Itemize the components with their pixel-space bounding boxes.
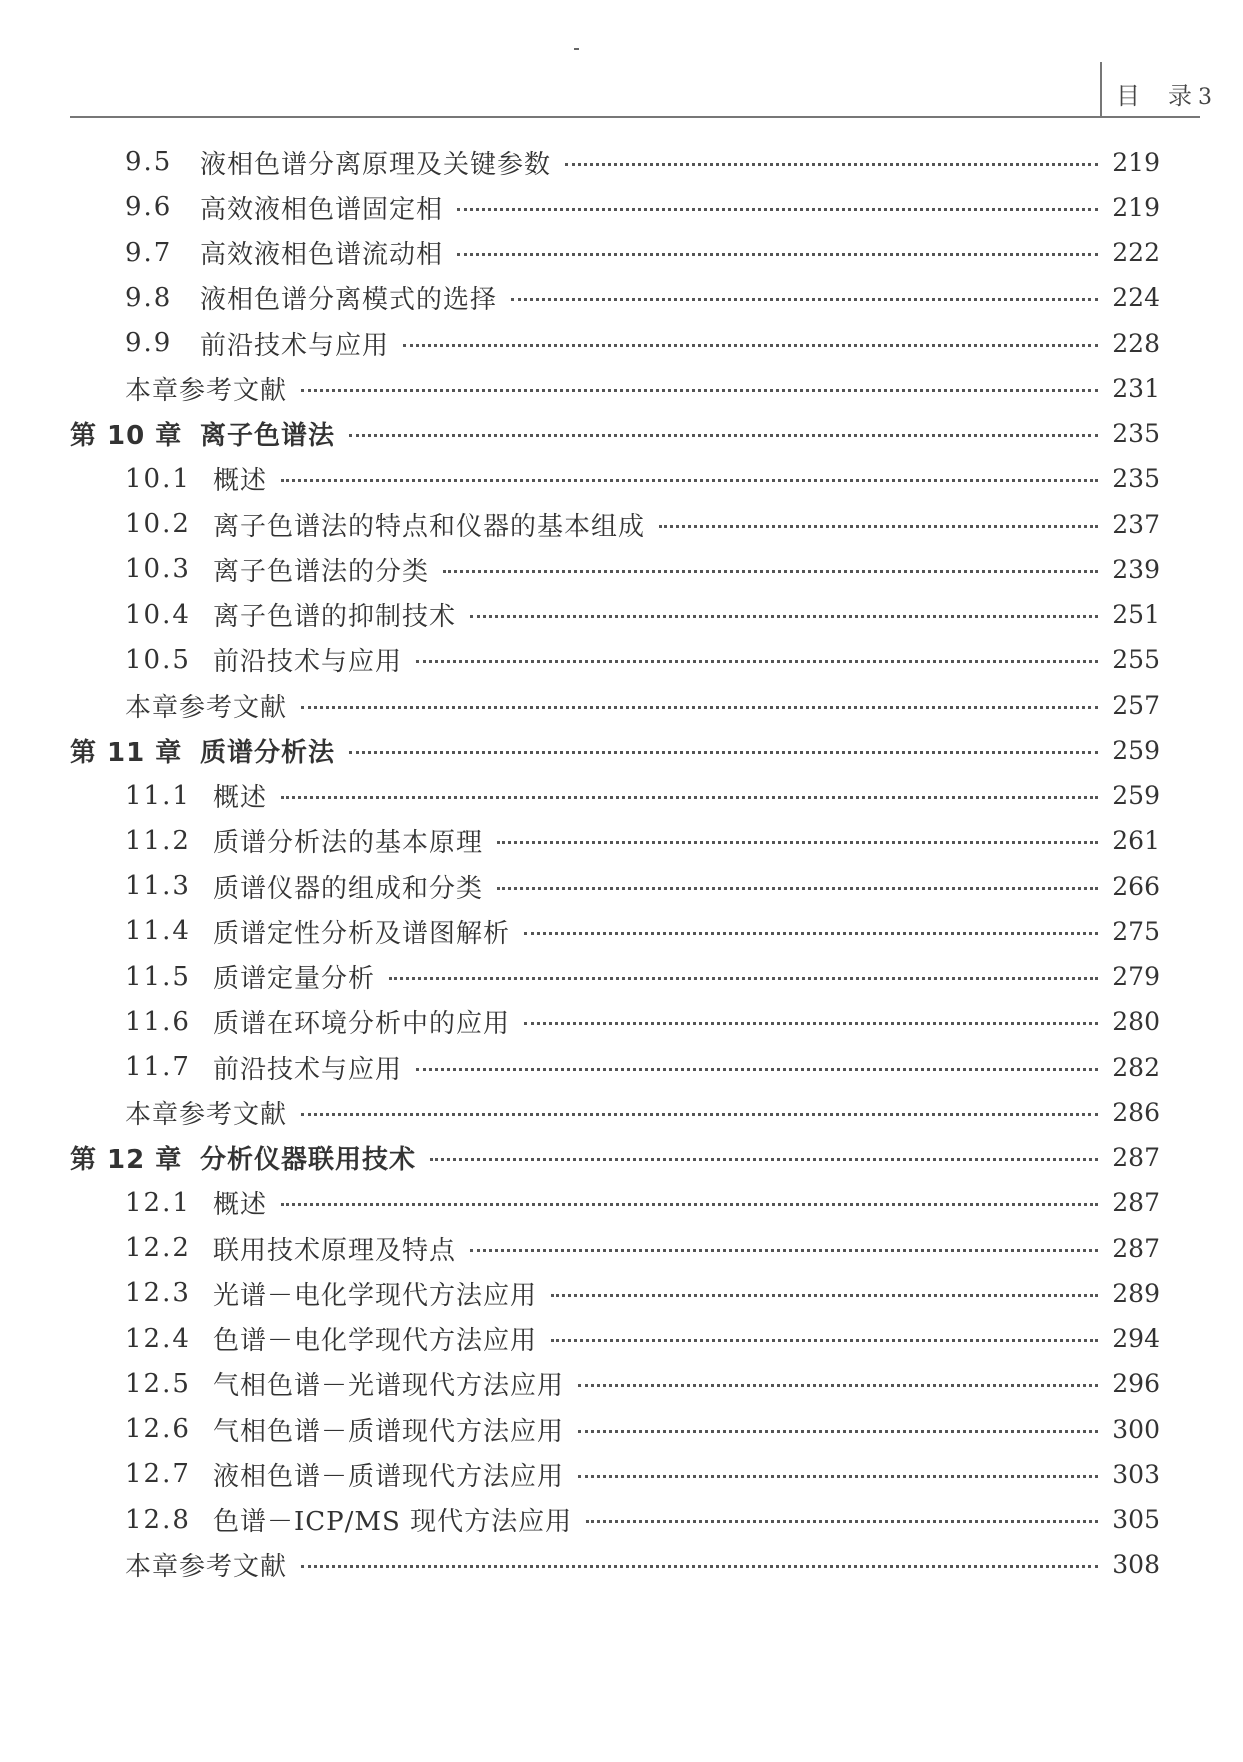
toc-entry-title: 高效液相色谱固定相 xyxy=(200,194,444,225)
toc-page-number: 219 xyxy=(1112,147,1160,177)
toc-section-row[interactable] xyxy=(125,1000,1160,1044)
toc-section-row[interactable] xyxy=(125,231,1160,275)
dot-leader xyxy=(586,1520,1098,1523)
dot-leader xyxy=(281,479,1098,482)
dot-leader xyxy=(524,932,1098,935)
toc-references-row[interactable] xyxy=(125,1543,1160,1587)
toc-section-row[interactable] xyxy=(125,1362,1160,1406)
toc-entry-number: 12.2 xyxy=(125,1233,191,1263)
toc-section-row[interactable] xyxy=(125,321,1160,365)
toc-entry-title: 气相色谱－光谱现代方法应用 xyxy=(213,1371,565,1402)
dot-leader xyxy=(457,253,1098,256)
dot-leader xyxy=(470,1249,1098,1252)
dot-leader xyxy=(301,1113,1098,1116)
toc-entry-title: 离子色谱的抑制技术 xyxy=(213,602,457,632)
dot-leader xyxy=(470,615,1098,618)
toc-section-row[interactable] xyxy=(125,638,1160,682)
toc-page-number: 300 xyxy=(1112,1414,1160,1444)
toc-entry-title: 前沿技术与应用 xyxy=(200,330,390,361)
toc-page-number: 308 xyxy=(1112,1550,1160,1580)
toc-page-number: 219 xyxy=(1112,192,1160,222)
toc-entry-title: 分析仪器联用技术 xyxy=(200,1145,417,1175)
toc-references-row[interactable] xyxy=(125,683,1160,727)
toc-page-number: 235 xyxy=(1112,419,1160,448)
header-page-number: 3 xyxy=(1198,85,1212,110)
toc-entry-title: 高效液相色谱流动相 xyxy=(200,240,444,270)
dot-leader xyxy=(551,1294,1098,1297)
toc-page-number: 231 xyxy=(1112,373,1160,403)
dot-leader xyxy=(281,1203,1098,1206)
toc-entry-title: 质谱在环境分析中的应用 xyxy=(213,1009,511,1040)
toc-section-row[interactable] xyxy=(125,547,1160,591)
toc-entry-title: 前沿技术与应用 xyxy=(213,1054,403,1085)
toc-section-row[interactable] xyxy=(125,593,1160,637)
toc-page-number: 287 xyxy=(1112,1188,1160,1218)
toc-entry-number: 12.3 xyxy=(125,1278,191,1309)
toc-page-number: 303 xyxy=(1112,1459,1160,1489)
dot-leader xyxy=(551,1339,1098,1342)
dot-leader xyxy=(578,1475,1098,1478)
toc-section-row[interactable] xyxy=(125,819,1160,863)
toc-section-row[interactable] xyxy=(125,1045,1160,1089)
toc-entry-number: 9.5 xyxy=(125,147,173,177)
toc-page-number: 257 xyxy=(1112,690,1160,720)
toc-page-number: 287 xyxy=(1112,1233,1160,1263)
toc-entry-number: 12.1 xyxy=(125,1187,191,1218)
toc-entry-number: 10.2 xyxy=(125,509,191,539)
dot-leader xyxy=(565,163,1098,166)
toc-entry-title: 质谱分析法的基本原理 xyxy=(213,828,484,859)
toc-section-row[interactable] xyxy=(125,457,1160,501)
toc-entry-number: 第 10 章 xyxy=(70,421,183,451)
toc-entry-title: 色谱－电化学现代方法应用 xyxy=(213,1326,538,1356)
dot-leader xyxy=(497,841,1098,844)
toc-page-number: 280 xyxy=(1112,1007,1160,1037)
dot-leader xyxy=(416,660,1098,663)
toc-page-number: 296 xyxy=(1112,1369,1160,1399)
scan-mark xyxy=(574,48,579,50)
toc-chapter-row[interactable] xyxy=(70,1136,1160,1180)
toc-page-number: 222 xyxy=(1112,238,1160,267)
toc-entry-number: 11.2 xyxy=(125,825,191,856)
dot-leader xyxy=(301,389,1098,392)
toc-references-row[interactable] xyxy=(125,366,1160,410)
toc-entry-number: 11.3 xyxy=(125,871,191,901)
toc-entry-title: 本章参考文献 xyxy=(125,1099,288,1130)
header-label-part2: 录 xyxy=(1168,82,1192,110)
toc-page-number: 259 xyxy=(1112,781,1160,810)
toc-chapter-row[interactable] xyxy=(70,728,1160,772)
toc-entry-title: 质谱定性分析及谱图解析 xyxy=(213,918,511,949)
dot-leader xyxy=(281,796,1098,799)
header-rule xyxy=(70,116,1200,118)
dot-leader xyxy=(301,1565,1098,1568)
toc-entry-title: 色谱－ICP/MS 现代方法应用 xyxy=(213,1507,573,1537)
toc-entry-title: 离子色谱法的分类 xyxy=(213,556,430,587)
toc-entry-title: 气相色谱－质谱现代方法应用 xyxy=(213,1416,565,1447)
dot-leader xyxy=(416,1068,1098,1071)
toc-entry-title: 前沿技术与应用 xyxy=(213,647,403,678)
toc-entry-number: 10.5 xyxy=(125,644,191,675)
toc-page-number: 259 xyxy=(1112,735,1160,765)
toc-entry-title: 离子色谱法的特点和仪器的基本组成 xyxy=(213,511,646,542)
toc-references-row[interactable] xyxy=(125,1090,1160,1134)
toc-page-number: 228 xyxy=(1112,328,1160,358)
dot-leader xyxy=(659,525,1098,528)
toc-entry-number: 10.3 xyxy=(125,554,191,585)
toc-entry-number: 11.5 xyxy=(125,961,191,992)
header-divider xyxy=(1100,62,1102,117)
toc-page-number: 305 xyxy=(1112,1505,1160,1534)
toc-entry-number: 9.9 xyxy=(125,328,173,358)
toc-entry-title: 本章参考文献 xyxy=(125,375,288,406)
toc-entry-number: 9.8 xyxy=(125,282,173,313)
toc-page-number: 261 xyxy=(1112,826,1160,856)
toc-page-number: 237 xyxy=(1112,509,1160,539)
toc-entry-title: 概述 xyxy=(213,466,268,497)
toc-section-row[interactable] xyxy=(125,1226,1160,1270)
toc-section-row[interactable] xyxy=(125,909,1160,953)
toc-section-row[interactable] xyxy=(125,276,1160,320)
toc-entry-number: 12.5 xyxy=(125,1368,191,1399)
dot-leader xyxy=(389,977,1098,980)
toc-page-number: 279 xyxy=(1112,962,1160,991)
toc-page-number: 294 xyxy=(1112,1324,1160,1353)
toc-section-row[interactable] xyxy=(125,1271,1160,1315)
toc-page-number: 235 xyxy=(1112,464,1160,494)
toc-page-number: 224 xyxy=(1112,283,1160,313)
toc-entry-number: 12.6 xyxy=(125,1414,191,1444)
toc-entry-title: 质谱仪器的组成和分类 xyxy=(213,873,484,904)
toc-entry-title: 质谱分析法 xyxy=(200,737,336,768)
toc-section-row[interactable] xyxy=(125,774,1160,818)
toc-entry-number: 第 12 章 xyxy=(70,1145,183,1175)
dot-leader xyxy=(403,344,1098,347)
toc-page-number: 251 xyxy=(1112,600,1160,629)
toc-entry-title: 液相色谱分离模式的选择 xyxy=(200,285,498,316)
toc-entry-number: 9.7 xyxy=(125,237,173,268)
toc-chapter-row[interactable] xyxy=(70,412,1160,456)
toc-page-number: 286 xyxy=(1112,1097,1160,1127)
dot-leader xyxy=(578,1384,1098,1387)
dot-leader xyxy=(457,208,1098,211)
toc-entry-title: 联用技术原理及特点 xyxy=(213,1235,457,1266)
toc-entry-number: 10.4 xyxy=(125,599,191,630)
toc-page-number: 289 xyxy=(1112,1278,1160,1308)
toc-section-row[interactable] xyxy=(125,1452,1160,1496)
running-header xyxy=(1116,76,1212,111)
toc-entry-number: 10.1 xyxy=(125,463,191,494)
dot-leader xyxy=(511,298,1098,301)
toc-entry-title: 质谱定量分析 xyxy=(213,964,376,994)
header-label-part1: 目 xyxy=(1116,82,1140,110)
toc-page-number: 255 xyxy=(1112,645,1160,675)
toc-entry-title: 概述 xyxy=(213,783,268,813)
toc-section-row[interactable] xyxy=(125,1407,1160,1451)
toc-entry-number: 11.1 xyxy=(125,780,191,811)
dot-leader xyxy=(301,706,1098,709)
toc-section-row[interactable] xyxy=(125,502,1160,546)
toc-page-number: 266 xyxy=(1112,871,1160,901)
dot-leader xyxy=(443,570,1098,573)
toc-section-row[interactable] xyxy=(125,185,1160,229)
toc-section-row[interactable] xyxy=(125,864,1160,908)
toc-entry-title: 液相色谱分离原理及关键参数 xyxy=(200,149,552,180)
dot-leader xyxy=(524,1022,1098,1025)
toc-page-number: 275 xyxy=(1112,916,1160,946)
toc-entry-number: 11.6 xyxy=(125,1006,191,1037)
dot-leader xyxy=(349,751,1098,754)
toc-entry-number: 12.8 xyxy=(125,1504,191,1535)
toc-entry-title: 离子色谱法 xyxy=(200,421,336,451)
toc-section-row[interactable] xyxy=(125,1498,1160,1542)
toc-page-number: 282 xyxy=(1112,1052,1160,1082)
toc-page-number: 287 xyxy=(1112,1143,1160,1172)
dot-leader xyxy=(578,1430,1098,1433)
toc-section-row[interactable] xyxy=(125,1181,1160,1225)
dot-leader xyxy=(349,434,1098,437)
toc-page-number: 239 xyxy=(1112,554,1160,584)
toc-entry-number: 9.6 xyxy=(125,192,173,223)
dot-leader xyxy=(497,887,1098,890)
dot-leader xyxy=(430,1158,1098,1161)
toc-entry-title: 液相色谱－质谱现代方法应用 xyxy=(213,1461,565,1492)
toc-entry-number: 11.4 xyxy=(125,916,191,947)
toc-entry-title: 本章参考文献 xyxy=(125,692,288,723)
toc-entry-title: 本章参考文献 xyxy=(125,1552,288,1583)
toc-entry-number: 12.4 xyxy=(125,1323,191,1354)
toc-entry-number: 11.7 xyxy=(125,1052,191,1082)
toc-entry-number: 第 11 章 xyxy=(70,737,183,768)
toc-section-row[interactable] xyxy=(125,1317,1160,1361)
toc-entry-title: 概述 xyxy=(213,1190,268,1221)
toc-section-row[interactable] xyxy=(125,140,1160,184)
toc-entry-title: 光谱－电化学现代方法应用 xyxy=(213,1280,538,1311)
toc-section-row[interactable] xyxy=(125,955,1160,999)
toc-entry-number: 12.7 xyxy=(125,1459,191,1490)
